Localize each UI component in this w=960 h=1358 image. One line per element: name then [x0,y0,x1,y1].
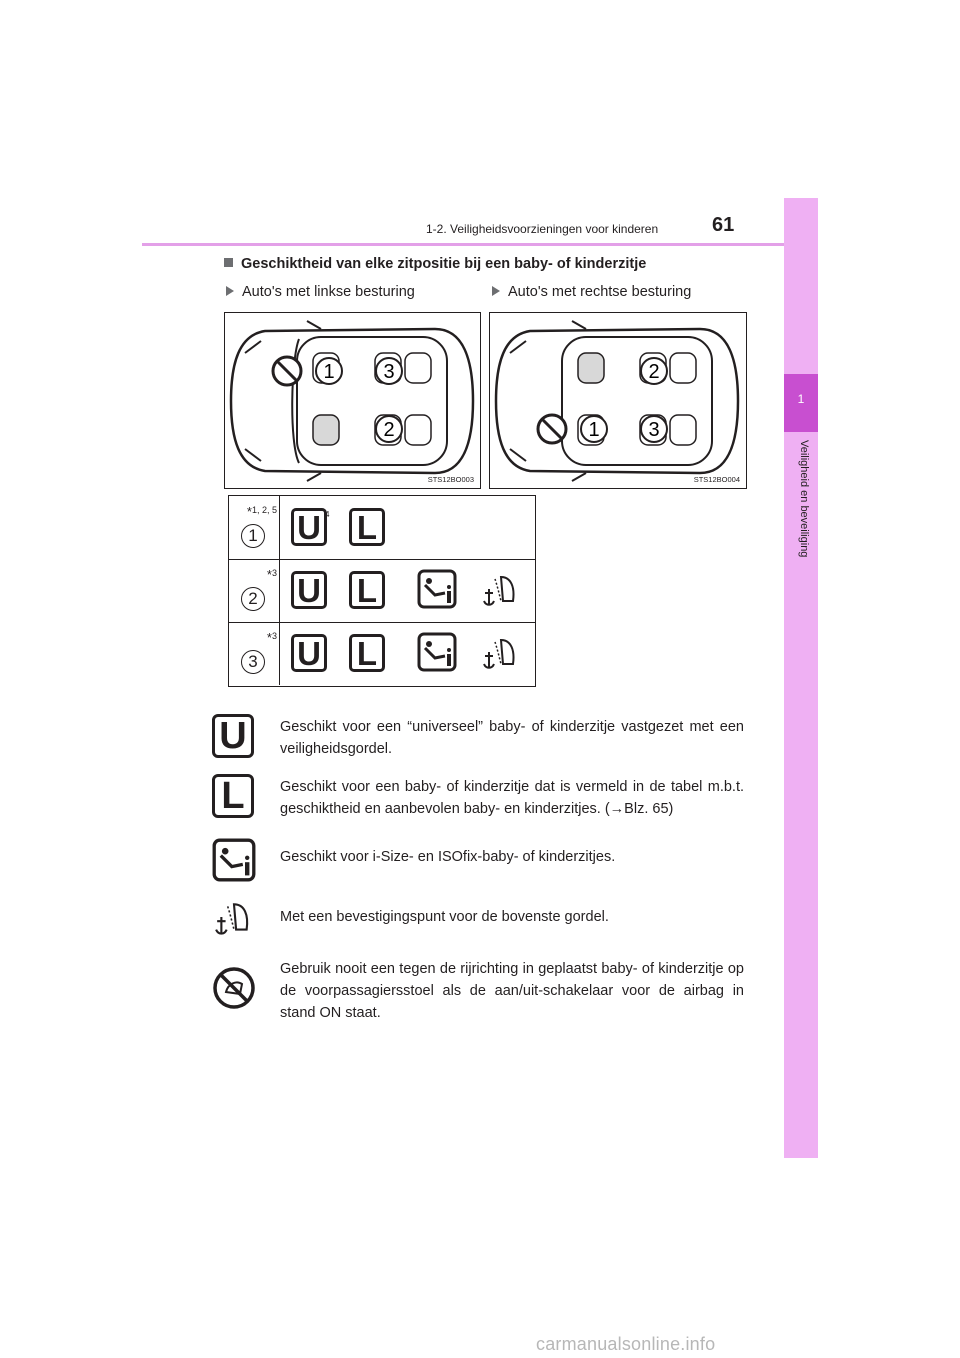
table-row [229,496,535,560]
prohibited-rear-facing-icon [212,966,256,1010]
right-diagram-caption [492,284,691,300]
header-section-title: 1-2. Veiligheidsvoorzieningen voor kinderen [426,222,659,236]
column-divider [279,622,280,685]
seat-number-badge: 3 [241,650,265,674]
car-top-view-rhd [490,313,746,488]
column-divider [279,559,280,622]
seat-label-2: 2 [648,361,660,383]
listed-l-icon: L [349,571,385,609]
isize-seat-icon [212,838,256,882]
listed-l-icon: L [212,774,254,818]
anchor-tether-icon [481,571,521,609]
diagram-code: STS12BO004 [693,475,740,484]
chapter-label: Veiligheid en beveiliging [798,440,810,558]
seat-label-3: 3 [648,419,660,441]
section-title-text: Geschiktheid van elke zitpositie bij een baby- of kinderzitje [241,256,647,272]
anchor-tether-icon [212,898,256,938]
seat-label-1: 1 [588,419,600,441]
table-row [229,559,535,623]
footnote-star: * [266,567,272,582]
section-title [224,256,646,272]
left-caption-text: Auto's met linkse besturing [242,284,415,300]
header-rule [142,243,818,246]
legend-u-text: Geschikt voor een “universeel” baby- of kinderzitje vastgezet met een veiligheidsgordel. [280,719,744,757]
right-caption-text: Auto's met rechtse besturing [508,284,692,300]
car-top-view-lhd [225,313,480,488]
triangle-bullet-icon [492,286,500,296]
u-footnote: 4 [325,510,330,519]
isize-seat-icon [417,569,457,609]
chapter-number: 1 [797,392,805,406]
seat-number-badge: 2 [241,587,265,611]
page-number: 61 [712,214,735,236]
seat-label-3: 3 [383,361,395,383]
seat-number-badge: 1 [241,524,265,548]
seat-label-1: 1 [323,361,335,383]
universal-u-icon: U [291,571,327,609]
right-drive-car-diagram [489,312,747,489]
left-diagram-caption [226,284,415,300]
diagram-code: STS12BO003 [427,475,474,484]
table-row [229,622,535,685]
square-bullet-icon [224,258,233,267]
footnote-star: * [266,630,272,645]
universal-u-icon: U [291,634,327,672]
listed-l-icon: L [349,634,385,672]
isize-seat-icon [417,632,457,672]
universal-u-icon: U [212,714,254,758]
triangle-bullet-icon [226,286,234,296]
footnote [233,504,277,519]
legend-l-text: Geschikt voor een baby- of kinderzitje dat is vermeld in de tabel m.b.t. geschiktheid en aanbevolen baby- en kinderzitjes. (→Blz. 65) [280,779,744,817]
legend-prohibited-text: Gebruik nooit een tegen de rijrichting in geplaatst baby- of kinderzitje op de voorpassagiersstoel als de aan/uit-schakelaar voor de airbag in stand ON staat. [280,961,744,1021]
footnote-text: 1, 2, 5 [251,505,277,515]
footnote [233,567,277,582]
legend-anchor-text: Met een bevestigingspunt voor de bovenste gordel. [280,909,609,925]
listed-l-icon: L [349,508,385,546]
footnote-star: * [246,504,252,519]
anchor-tether-icon [481,634,521,672]
universal-u-icon: U [291,508,327,546]
seat-suitability-table [228,495,536,687]
seat-label-2: 2 [383,419,395,441]
watermark: carmanualsonline.info [536,1334,716,1354]
legend-isize-text: Geschikt voor i-Size- en ISOfix-baby- of kinderzitjes. [280,849,616,865]
footnote-text: 3 [271,631,277,641]
left-drive-car-diagram [224,312,481,489]
chapter-tab [784,198,818,1158]
footnote [233,630,277,645]
column-divider [279,496,280,559]
footnote-text: 3 [271,568,277,578]
